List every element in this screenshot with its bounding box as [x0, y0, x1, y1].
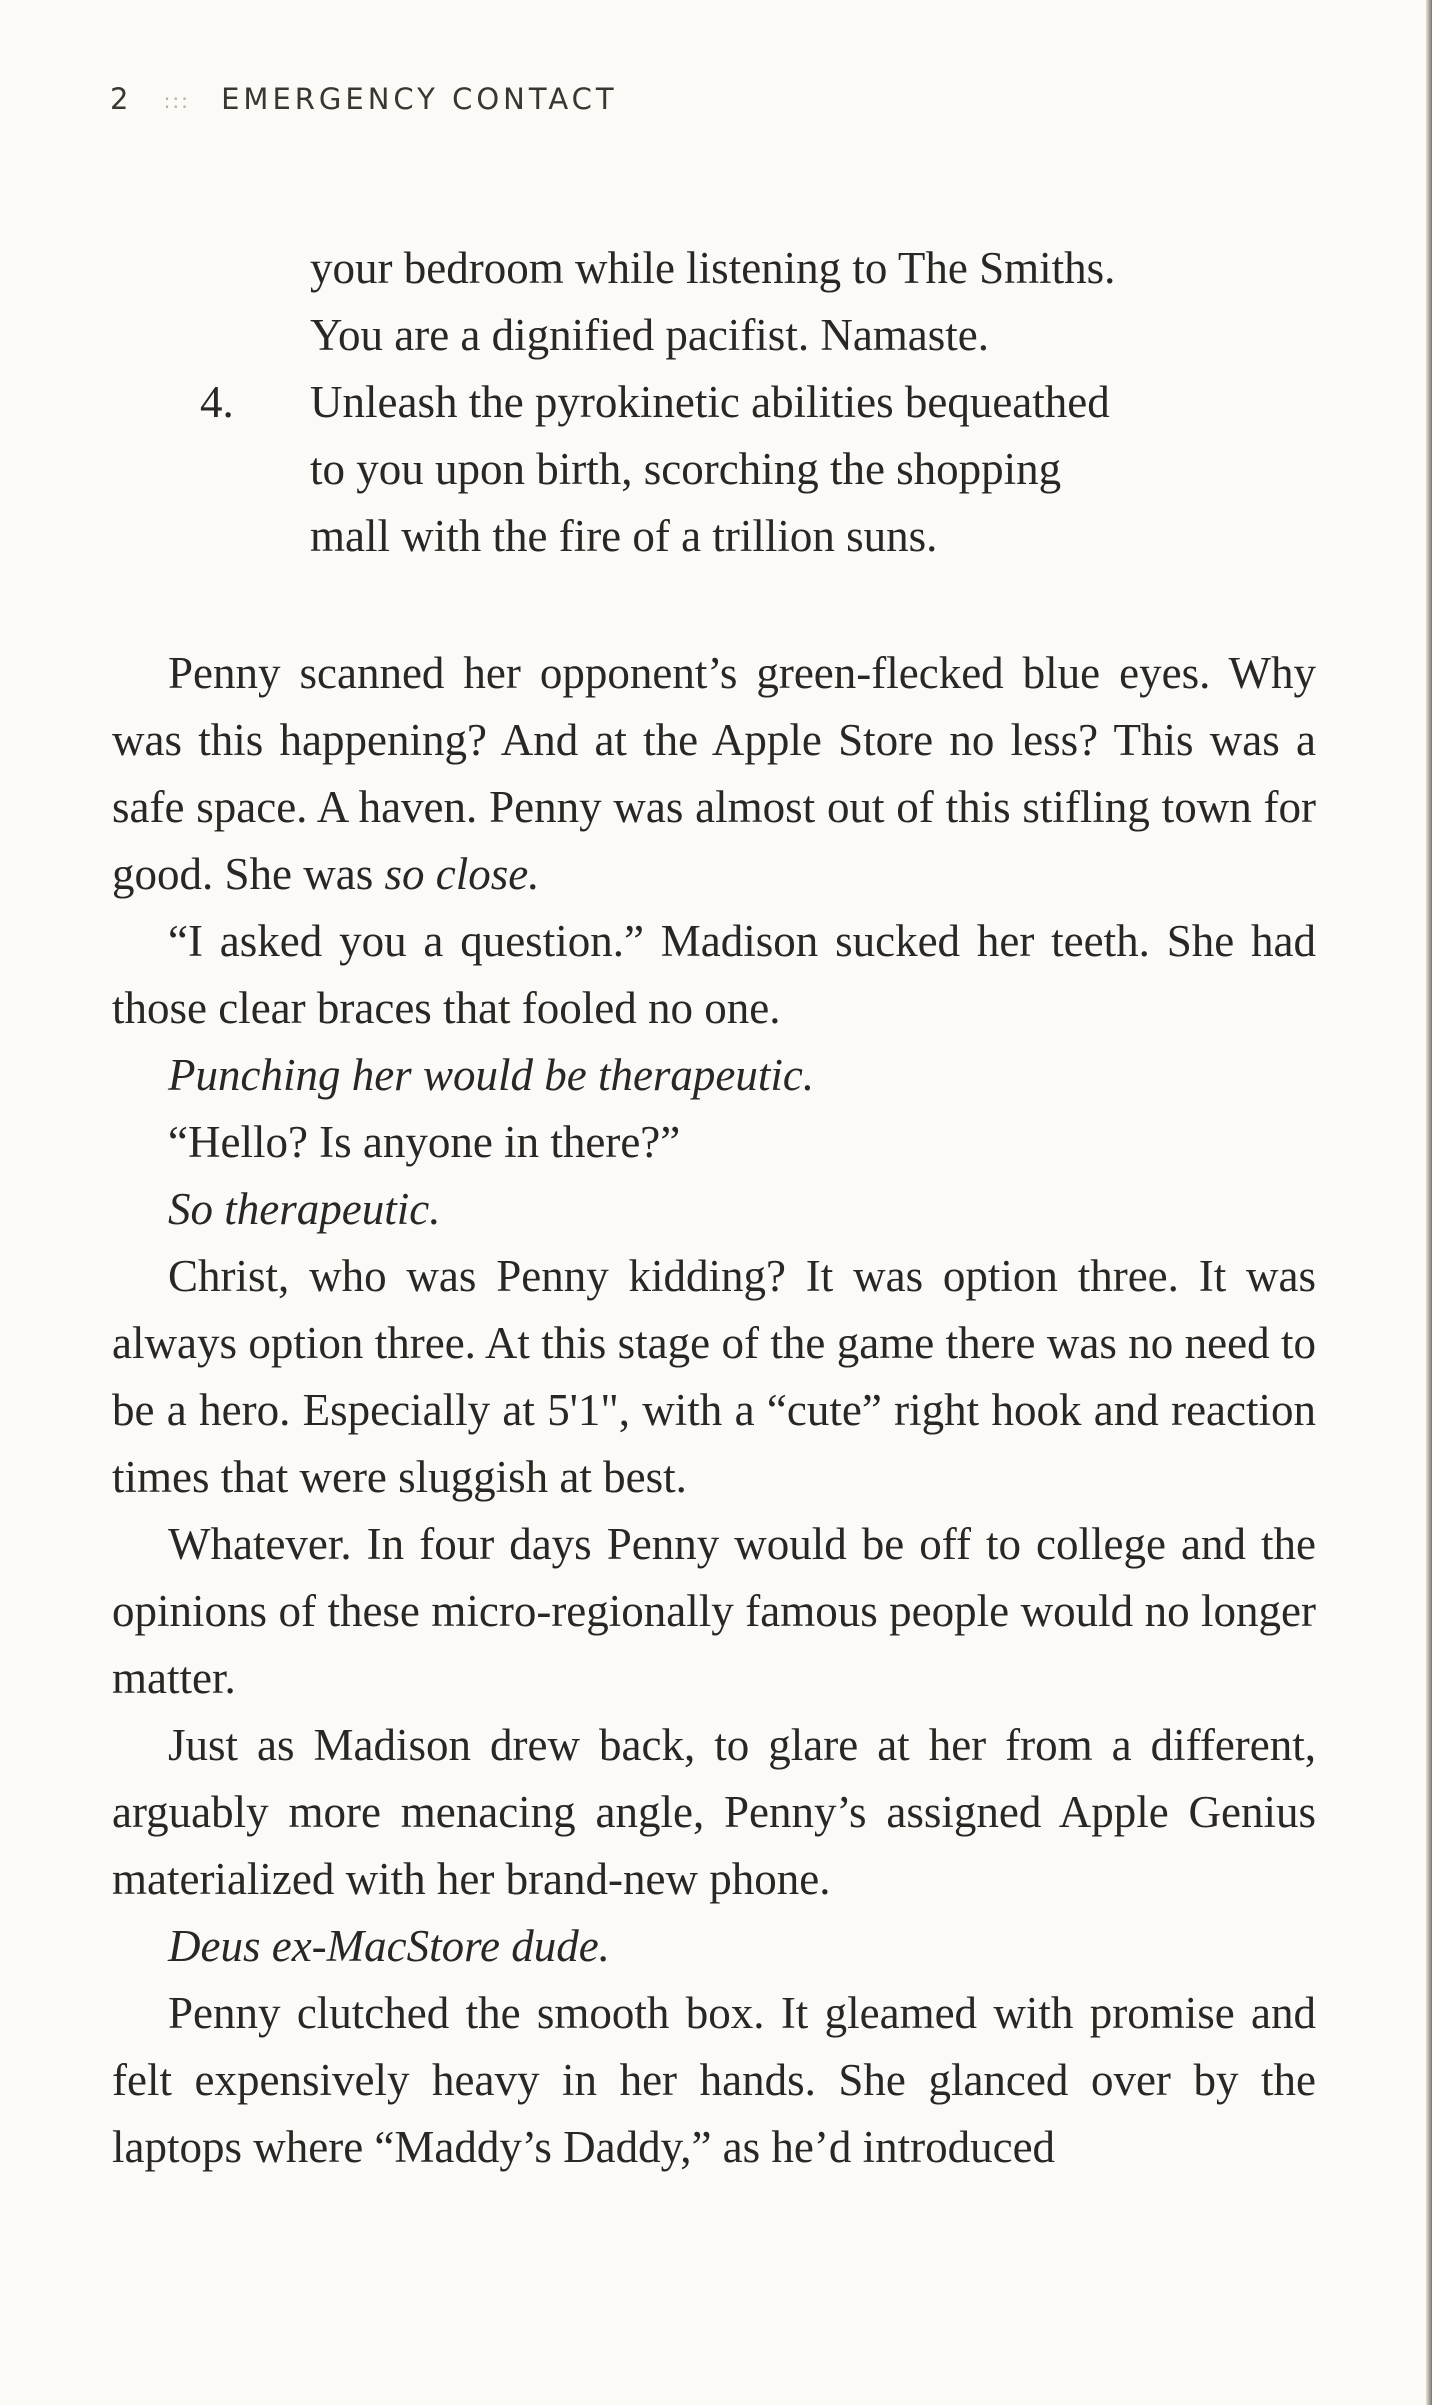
list-line: Unleash the pyrokinetic abilities bequeathed — [310, 377, 1110, 427]
list-number: 4. — [200, 377, 234, 427]
emphasis-text: so close. — [384, 849, 540, 899]
paragraph-3: Punching her would be therapeutic. — [168, 1050, 815, 1100]
numbered-list — [200, 235, 1200, 570]
page-number: 2 — [110, 82, 133, 116]
running-header — [110, 82, 618, 116]
list-line: mall with the fire of a trillion suns. — [310, 511, 938, 561]
paragraph-5: So therapeutic. — [168, 1184, 441, 1234]
list-line: You are a dignified pacifist. Namaste. — [310, 310, 989, 360]
paragraph-9: Deus ex-MacStore dude. — [168, 1921, 610, 1971]
list-line: to you upon birth, scorching the shopping — [310, 444, 1062, 494]
paragraph-4: “Hello? Is anyone in there?” — [168, 1117, 681, 1167]
paragraph-text: Penny scanned her opponent’s green-flecked blue eyes. Why was this happening? And at the Apple Store no less? This was a safe space. A haven. Penny was almost out of this stifling town for good. She was — [112, 648, 1316, 899]
paragraph-2: “I asked you a question.” Madison sucked her teeth. She had those clear braces that fooled no one. — [112, 916, 1316, 1033]
paragraph-6: Christ, who was Penny kidding? It was option three. It was always option three. At this stage of the game there was no need to be a hero. Especially at 5'1", with a “cute” right hook and reaction times that were sluggish at best. — [112, 1251, 1316, 1502]
paragraph-8: Just as Madison drew back, to glare at her from a different, arguably more menacing angle, Penny’s assigned Apple Genius materialized with her brand-new phone. — [112, 1720, 1316, 1904]
paragraph-7: Whatever. In four days Penny would be off to college and the opinions of these micro-regionally famous people would no longer matter. — [112, 1519, 1316, 1703]
paragraph-1 — [112, 640, 1316, 908]
page-edge — [1426, 0, 1432, 2405]
list-line: your bedroom while listening to The Smiths. — [310, 243, 1116, 293]
list-item-4 — [200, 369, 1200, 570]
paragraph-10: Penny clutched the smooth box. It gleamed with promise and felt expensively heavy in her hands. She glanced over by the laptops where “Maddy’s Daddy,” as he’d introduced — [112, 1988, 1316, 2172]
header-separator: ::: — [163, 89, 190, 113]
chapter-title: EMERGENCY CONTACT — [221, 82, 618, 116]
body-text — [112, 640, 1316, 2181]
list-item-3-continued — [200, 235, 1200, 369]
